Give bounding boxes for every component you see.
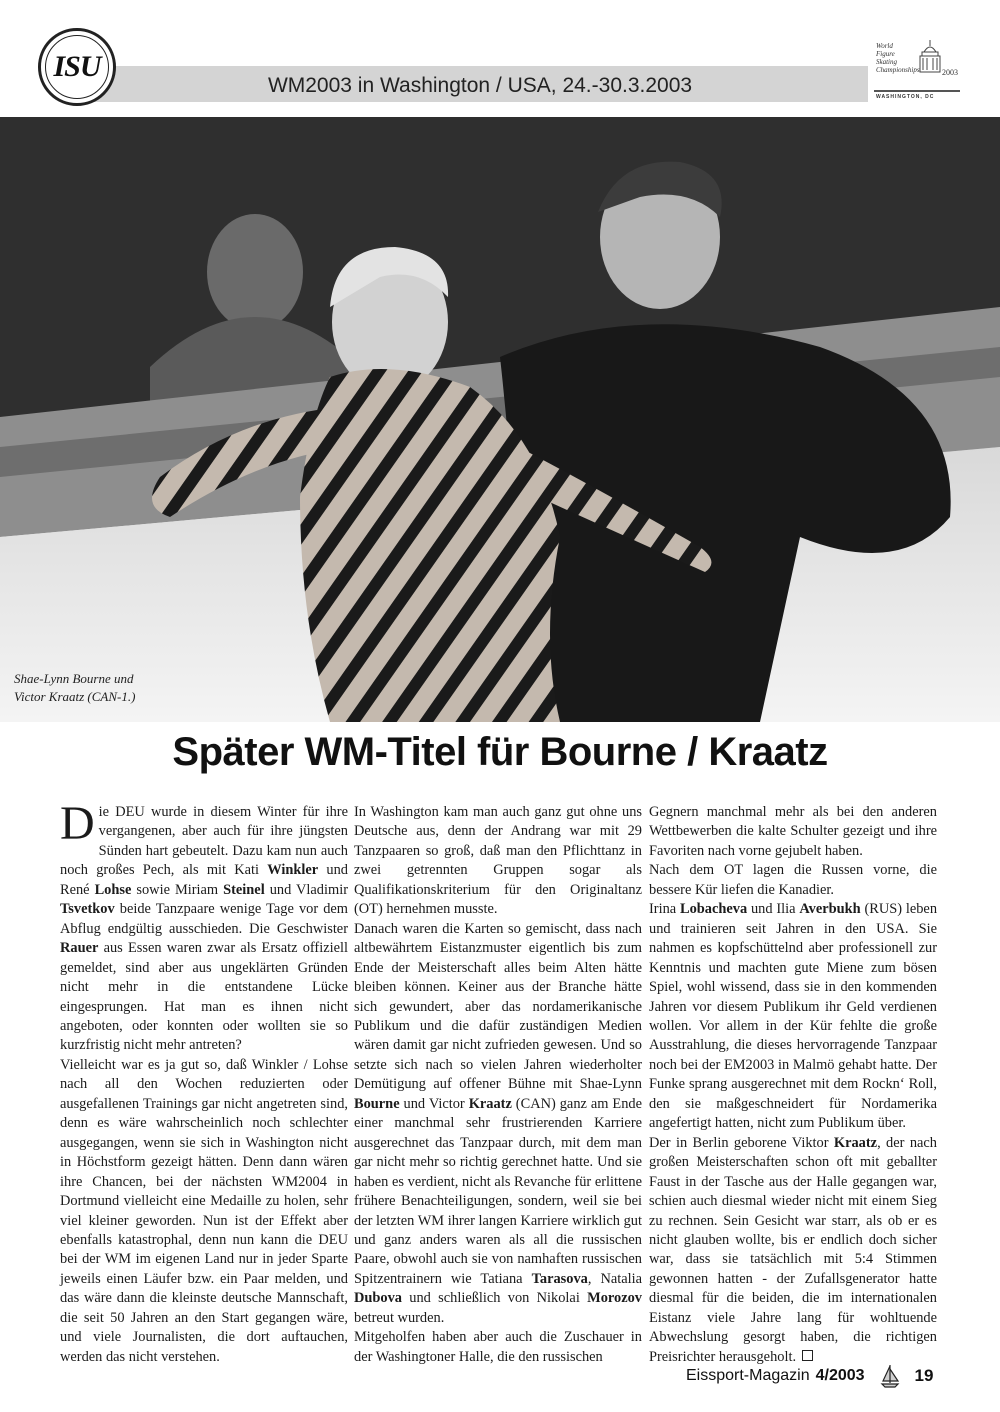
text-run: und schließlich von Nikolai [402, 1290, 588, 1307]
text-run: sowie Miriam [131, 881, 224, 898]
ice-dance-photo [0, 117, 1000, 722]
article-headline: Später WM-Titel für Bourne / Kraatz [172, 730, 828, 774]
championship-logo-year: 2003 [942, 68, 958, 77]
paragraph: In Washington kam man auch ganz gut ohne uns Deutsche aus, denn der Andrang war mit 29 Tanzpaaren so groß, daß man den Pflichttanz in zwei getrennten Gruppen sogar als Qualifikationskriterium für den Originaltanz (OT) hernehmen musste. [354, 804, 642, 918]
skater-name: Steinel [223, 881, 265, 898]
championship-logo [870, 36, 962, 102]
text-run: aus Essen waren zwar als Ersatz offiziell gemeldet, sind aber aus ungeklärten Gründen nicht mehr in die entstandene Lücke eingesprungen. Hat man es ihnen nicht angeboten, oder konnten oder wollten sie so kurzfristig nicht mehr antreten? [60, 940, 348, 1054]
text-run: Der in Berlin geborene Viktor [649, 1134, 834, 1151]
skater-name: Tsvetkov [60, 901, 115, 918]
paragraph: Gegnern manchmal mehr als bei den anderen Wettbewerben die kalte Schulter gezeigt und ihre Favoriten nach vorne gejubelt haben. [649, 804, 937, 859]
text-run: beide Tanzpaare wenige Tage vor dem Abflug endgültig ausschieden. Die Geschwister [60, 901, 348, 937]
championship-logo-line: Skating [876, 58, 897, 66]
photo-caption [14, 670, 135, 706]
sailboat-icon [879, 1363, 901, 1389]
text-run: (RUS) leben und trainieren seit Jahren in den USA. Sie nahmen es kopfschüttelnd aber professionell zur Kenntnis und machten gute Miene zum bösen Spiel, wohl wissend, dass sie in den kommenden Jahren vor diesem Publikum ihr Geld verdienen wollen. Vor allem in der Kür fehlte die große Ausstrahlung, die dieses hervorragende Tanzpaar noch bei der EM2003 in Malmö gehabt hatte. Der Funke sprang ausgerechnet mit dem Rockn‘ Roll, den sie maßgeschneidert für Nordamerika angefertigt hatten, nicht zum Publikum über. [649, 901, 938, 1132]
paragraph: Mitgeholfen haben aber auch die Zuschauer in der Washingtoner Halle, die den russischen [354, 1329, 642, 1365]
article-column-3 [649, 803, 937, 1367]
isu-logo [38, 28, 116, 106]
paragraph: Vielleicht war es ja gut so, daß Winkler / Lohse nach all den Wochen reduzierten oder ausgefallenen Trainings gar nicht angetreten sind, denn es wäre wahrscheinlich noch schlechter ausgegangen, wenn sie sich in Washington nicht in Höchstform gezeigt hätten. Denn dann wären ihre Chancen, bei der nächsten WM2004 in Dortmund vielleicht eine Medaille zu holen, sehr viel kleiner geworden. Nun ist der Effekt aber ebenfalls katastrophal, denn nun kann die DEU bei der WM im eigenen Land nur in jeder Sparte jeweils einen Läufer bzw. ein Paar melden, und das wäre dann die kleinste deutsche Mannschaft, die seit 50 Jahren an den Start gegangen wäre, und viele Journalisten, die dort auftauchen, werden das nicht verstehen. [60, 1056, 348, 1365]
text-run: betreut wurden. [354, 1309, 445, 1326]
header-title: WM2003 in Washington / USA, 24.-30.3.2003 [267, 74, 693, 97]
text-run: Danach waren die Karten so gemischt, dass nach altbewährtem Eistanzmuster eigentlich bis zum Ende der Meisterschaft alles beim Alten hätte bleiben können. Keiner aus der Branche hätte sich gewundert, aber das nordamerikanische Publikum und die dafür zuständigen Medien wären damit gar nicht zufrieden gewesen. Und so setzte sich nach so vielen Jahren wiederholter Demütigung auf offener Bühne mit Shae-Lynn [354, 920, 642, 1093]
text-run: und René [60, 862, 349, 898]
text-run: , der nach großen Meisterschaften schon oft mit geballter Faust in der Tasche aus der Halle gegangen war, schien auch diesmal wieder nicht mit einem Sieg zu rechnen. Sein Gesicht war starr, als ob er es nicht glauben wollte, bis er endlich doch sicher war, dass sie tatsächlich mit 5:4 Stimmen gewonnen hatten - der Zufallsgenerator hatte diesmal für die beiden, die im internationalen Eistanz viele Jahre lang für wohltuende Abwechslung gesorgt haben, die richtigen Preisrichter herausgeholt. [649, 1134, 937, 1365]
text-run: , Natalia [587, 1270, 642, 1287]
skater-name: Averbukh [799, 901, 861, 918]
text-run: und Victor [399, 1095, 469, 1112]
skater-name: Kraatz [468, 1095, 512, 1112]
issue-number: 4/2003 [815, 1367, 865, 1384]
paragraph [60, 797, 349, 1056]
paragraph [649, 900, 937, 1133]
coach-name: Tarasova [531, 1270, 588, 1287]
magazine-name: Eissport-Magazin [686, 1367, 810, 1384]
text-run: und Ilia [747, 901, 800, 918]
drop-cap: D [60, 797, 95, 850]
skater-name: Bourne [354, 1095, 400, 1112]
championship-logo-line: World [876, 42, 893, 50]
paragraph [354, 920, 642, 1329]
championship-logo-line: Championships [876, 66, 920, 74]
skater-name: Lohse [94, 881, 132, 898]
skater-name: Rauer [60, 940, 99, 957]
article-column-2 [354, 803, 642, 1367]
isu-logo-text: ISU [53, 50, 101, 83]
paragraph [649, 1134, 937, 1367]
page-number: 19 [914, 1366, 934, 1385]
skater-name: Lobacheva [679, 901, 748, 918]
championship-logo-bar [874, 90, 960, 92]
skater-name: Kraatz [833, 1134, 878, 1151]
text-run: Irina [649, 901, 680, 918]
text-run: und Vladimir [264, 881, 348, 898]
text-run: ie DEU wurde in diesem Winter für ihre vergangenen, aber auch für ihre jüngsten Sünden hart gebeutelt. Dazu kam nun auch noch großes Pech, als mit Kati [60, 804, 348, 879]
paragraph: Nach dem OT lagen die Russen vorne, die bessere Kür liefen die Kanadier. [649, 862, 937, 898]
championship-logo-place: WASHINGTON, DC [876, 94, 935, 100]
photo-caption-line: Shae-Lynn Bourne und [14, 671, 134, 686]
article-column-1 [60, 797, 349, 1367]
end-of-article-square-icon [802, 1350, 813, 1361]
coach-name: Dubova [354, 1290, 402, 1307]
skater-name: Winkler [267, 862, 319, 879]
coach-name: Morozov [587, 1290, 642, 1307]
championship-logo-line: Figure [876, 50, 895, 58]
text-run: (CAN) ganz am Ende einer manchmal sehr frustrierenden Karriere ausgerechnet das Tanzpaar durch, mit dem man gar nicht mehr so richtig gerechnet hatte. Und sie haben es verdient, nicht als Revanche für erlittene frühere Benachteiligungen, sondern, weil sie bei der letzten WM ihrer langen Karriere wirklich gut und ganz anders waren als all die russischen Paare, obwohl auch sie von namhaften russischen Spitzentrainern wie Tatiana [354, 1095, 642, 1287]
ice-dance-photo-drawing [0, 117, 1000, 722]
page-footer [686, 1363, 933, 1389]
photo-caption-line: Victor Kraatz (CAN-1.) [14, 689, 136, 704]
